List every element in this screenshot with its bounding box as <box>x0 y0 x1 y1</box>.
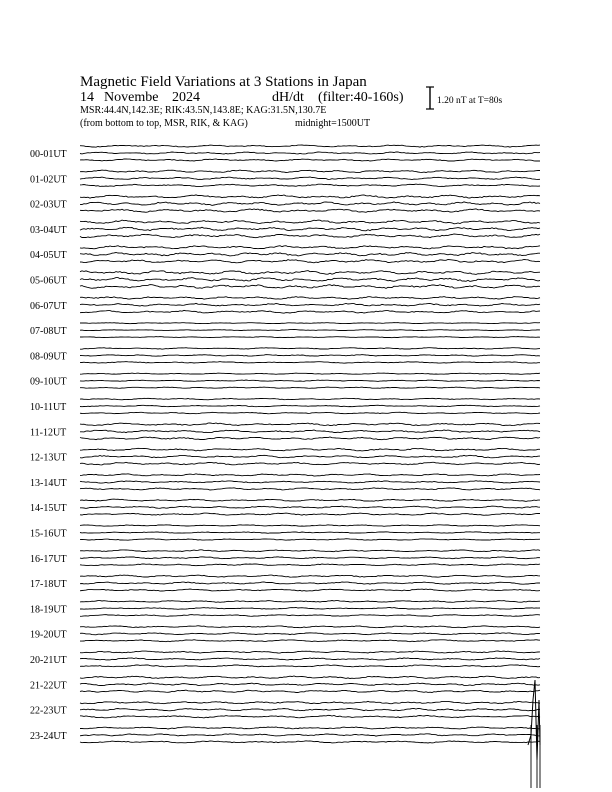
trace-msr-02-03ut <box>80 209 540 212</box>
hour-label: 20-21UT <box>30 655 67 666</box>
hour-label: 07-08UT <box>30 326 67 338</box>
trace-kag-10-11ut <box>80 398 540 400</box>
trace-kag-03-04ut <box>80 220 540 224</box>
hour-label: 12-13UT <box>30 452 67 464</box>
trace-rik-18-19ut <box>80 608 540 610</box>
trace-kag-09-10ut <box>80 373 540 374</box>
trace-kag-13-14ut <box>80 474 540 476</box>
trace-rik-04-05ut <box>80 253 540 256</box>
trace-rik-08-09ut <box>80 355 540 357</box>
hour-label: 23-24UT <box>30 730 67 742</box>
hour-label: 16-17UT <box>30 553 67 565</box>
stations-label: MSR:44.4N,142.3E; RIK:43.5N,143.8E; KAG:31.5N,130.7E <box>80 105 327 116</box>
trace-rik-19-20ut <box>80 633 540 635</box>
trace-kag-08-09ut <box>80 348 540 350</box>
hour-label: 17-18UT <box>30 579 67 591</box>
hour-label: 19-20UT <box>30 629 67 641</box>
hour-label: 08-09UT <box>30 351 67 363</box>
trace-msr-23-24ut <box>80 741 540 743</box>
trace-msr-20-21ut <box>80 665 540 667</box>
trace-kag-06-07ut <box>80 297 540 300</box>
trace-rik-11-12ut <box>80 430 540 433</box>
trace-kag-23-24ut <box>80 727 540 729</box>
trace-msr-17-18ut <box>80 589 540 591</box>
trace-kag-15-16ut <box>80 525 540 527</box>
trace-msr-03-04ut <box>80 234 540 238</box>
trace-rik-16-17ut <box>80 557 540 559</box>
trace-msr-09-10ut <box>80 387 540 388</box>
trace-spike <box>528 680 540 760</box>
trace-msr-08-09ut <box>80 362 540 364</box>
hour-label: 10-11UT <box>30 402 67 413</box>
date-month: Novembe <box>104 90 159 105</box>
trace-rik-10-11ut <box>80 405 540 407</box>
trace-msr-11-12ut <box>80 437 540 440</box>
chart-title: Magnetic Field Variations at 3 Stations in Japan <box>80 74 367 90</box>
hour-label: 09-10UT <box>30 376 67 388</box>
trace-kag-05-06ut <box>80 271 540 275</box>
trace-rik-20-21ut <box>80 658 540 660</box>
trace-kag-07-08ut <box>80 323 540 324</box>
trace-kag-16-17ut <box>80 550 540 552</box>
hour-label: 22-23UT <box>30 705 67 717</box>
hour-label: 00-01UT <box>30 149 67 160</box>
trace-msr-12-13ut <box>80 462 540 465</box>
trace-rik-02-03ut <box>80 202 540 206</box>
hour-label: 18-19UT <box>30 604 67 616</box>
trace-rik-03-04ut <box>80 227 540 231</box>
trace-kag-12-13ut <box>80 448 540 451</box>
trace-rik-23-24ut <box>80 734 540 736</box>
hour-label: 15-16UT <box>30 528 67 540</box>
scale-bar <box>426 87 434 109</box>
trace-kag-14-15ut <box>80 499 540 501</box>
hour-label: 05-06UT <box>30 275 67 287</box>
trace-msr-13-14ut <box>80 488 540 490</box>
order-note: (from bottom to top, MSR, RIK, & KAG) <box>80 118 248 129</box>
trace-msr-06-07ut <box>80 310 540 313</box>
trace-kag-11-12ut <box>80 423 540 426</box>
date-year: 2024 <box>172 90 200 105</box>
trace-msr-21-22ut <box>80 690 540 692</box>
trace-kag-17-18ut <box>80 575 540 577</box>
quantity-label: dH/dt <box>272 90 304 105</box>
trace-rik-06-07ut <box>80 303 540 306</box>
trace-kag-00-01ut <box>80 145 540 147</box>
trace-rik-09-10ut <box>80 380 540 381</box>
trace-rik-17-18ut <box>80 582 540 584</box>
filter-label: (filter:40-160s) <box>318 90 404 105</box>
trace-rik-05-06ut <box>80 278 540 282</box>
trace-rik-13-14ut <box>80 481 540 483</box>
trace-msr-19-20ut <box>80 640 540 642</box>
trace-msr-04-05ut <box>80 260 540 263</box>
trace-rik-14-15ut <box>80 506 540 508</box>
trace-rik-07-08ut <box>80 330 540 331</box>
trace-msr-16-17ut <box>80 564 540 566</box>
trace-rik-00-01ut <box>80 152 540 154</box>
trace-msr-14-15ut <box>80 513 540 515</box>
hour-label: 14-15UT <box>30 503 67 515</box>
trace-kag-22-23ut <box>80 701 540 703</box>
trace-kag-18-19ut <box>80 601 540 603</box>
trace-kag-19-20ut <box>80 626 540 628</box>
hour-label: 01-02UT <box>30 174 67 186</box>
trace-msr-10-11ut <box>80 412 540 414</box>
midnight-note: midnight=1500UT <box>295 118 371 129</box>
trace-kag-21-22ut <box>80 676 540 679</box>
trace-msr-07-08ut <box>80 337 540 338</box>
trace-rik-22-23ut <box>80 708 540 710</box>
hour-label: 02-03UT <box>30 199 67 211</box>
hour-label: 04-05UT <box>30 250 67 262</box>
hour-label: 11-12UT <box>30 427 67 439</box>
trace-msr-15-16ut <box>80 539 540 541</box>
trace-rik-21-22ut <box>80 683 540 686</box>
hour-label: 21-22UT <box>30 680 67 692</box>
scale-bar-label: 1.20 nT at T=80s <box>437 96 503 106</box>
trace-rik-15-16ut <box>80 532 540 534</box>
trace-msr-18-19ut <box>80 615 540 617</box>
hour-label: 13-14UT <box>30 477 67 489</box>
trace-msr-05-06ut <box>80 285 540 289</box>
date-day: 14 <box>80 90 94 105</box>
trace-rows <box>30 145 540 788</box>
trace-rik-01-02ut <box>80 177 540 180</box>
trace-msr-01-02ut <box>80 184 540 186</box>
hour-label: 06-07UT <box>30 300 67 312</box>
trace-kag-04-05ut <box>80 246 540 249</box>
trace-rik-12-13ut <box>80 455 540 458</box>
trace-msr-00-01ut <box>80 159 540 161</box>
trace-msr-22-23ut <box>80 715 540 718</box>
trace-kag-20-21ut <box>80 651 540 653</box>
trace-kag-01-02ut <box>80 170 540 172</box>
trace-kag-02-03ut <box>80 195 540 198</box>
hour-label: 03-04UT <box>30 224 67 236</box>
